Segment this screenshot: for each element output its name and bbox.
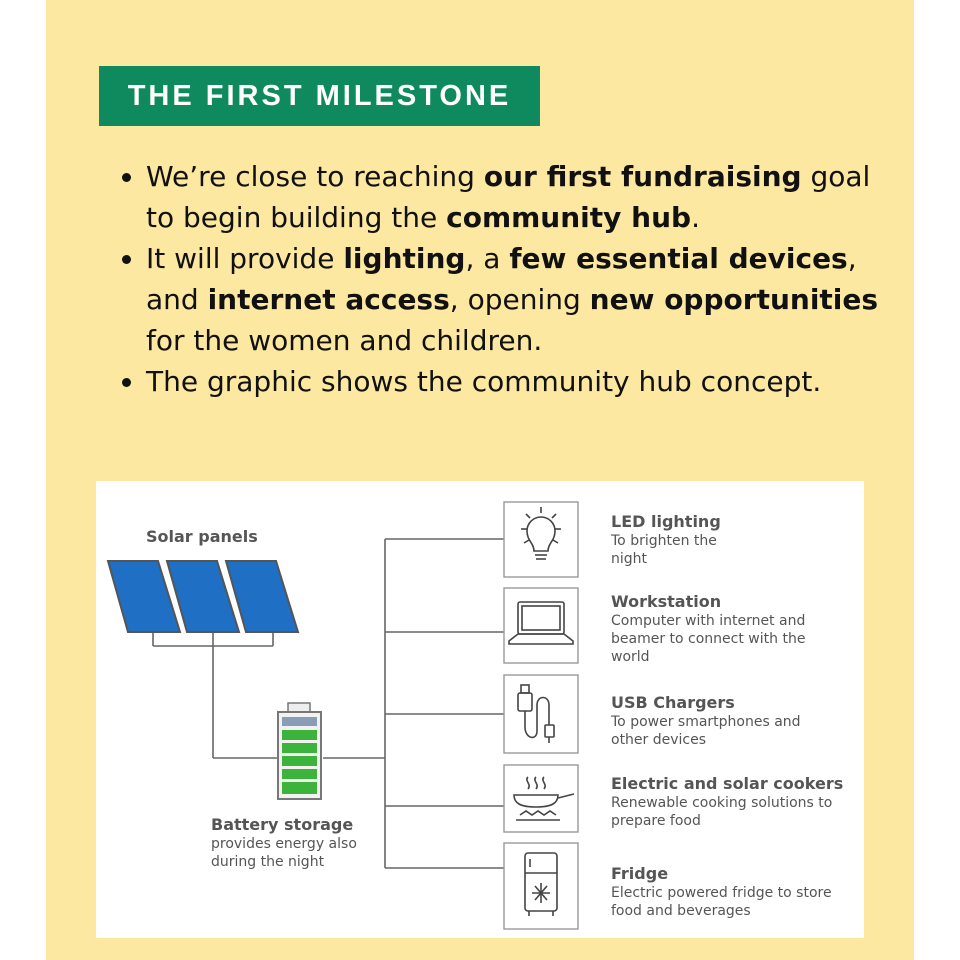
battery-icon: [278, 703, 321, 799]
solar-panels-label: Solar panels: [146, 527, 258, 546]
item-title: Workstation: [611, 592, 722, 611]
item-label-usb: [611, 693, 836, 749]
bullet-bold-text: community hub: [446, 201, 692, 234]
bullet-bold-text: new opportunities: [589, 283, 879, 316]
bullet-text: , a: [465, 242, 510, 275]
battery-desc: provides energy also during the night: [211, 836, 357, 870]
bullet-item: [146, 156, 906, 238]
bullet-text: , opening: [449, 283, 590, 316]
item-desc: Computer with internet and beamer to connect with the world: [611, 613, 806, 665]
battery-title: Battery storage: [211, 815, 354, 834]
bullet-text: goal to begin building the: [146, 160, 871, 234]
item-title: LED lighting: [611, 512, 721, 531]
bullet-text: We’re close to reaching: [146, 160, 484, 193]
battery-label: [211, 815, 381, 871]
bullet-bold-text: internet access: [207, 283, 450, 316]
item-label-workstation: [611, 592, 836, 666]
item-desc: Electric powered fridge to store food and beverages: [611, 885, 832, 919]
bullet-text: for the women and children.: [146, 324, 543, 357]
solar-panels: [108, 561, 298, 632]
item-desc: To power smartphones and other devices: [611, 714, 801, 748]
item-desc: Renewable cooking solutions to prepare food: [611, 795, 833, 829]
bullet-bold-text: lighting: [343, 242, 466, 275]
bullet-text: .: [691, 201, 700, 234]
bullet-bold-text: our first fundraising: [483, 160, 802, 193]
section-heading: THE FIRST MILESTONE: [99, 66, 540, 126]
item-title: Fridge: [611, 864, 669, 883]
item-desc: To brighten the night: [611, 533, 717, 567]
item-title: USB Chargers: [611, 693, 735, 712]
bullet-text: , and: [146, 242, 857, 316]
item-label-led: [611, 512, 751, 568]
bullet-item: [146, 238, 906, 361]
item-title: Electric and solar cookers: [611, 774, 844, 793]
community-hub-diagram: [96, 481, 864, 938]
device-boxes: [504, 502, 578, 929]
bullet-item: [146, 361, 906, 402]
item-label-fridge: [611, 864, 856, 920]
bullet-text: It will provide: [146, 242, 344, 275]
bullet-text: The graphic shows the community hub concept.: [146, 365, 822, 398]
bullet-bold-text: few essential devices: [509, 242, 848, 275]
item-label-cookers: [611, 774, 856, 830]
bullet-list: [118, 156, 906, 402]
